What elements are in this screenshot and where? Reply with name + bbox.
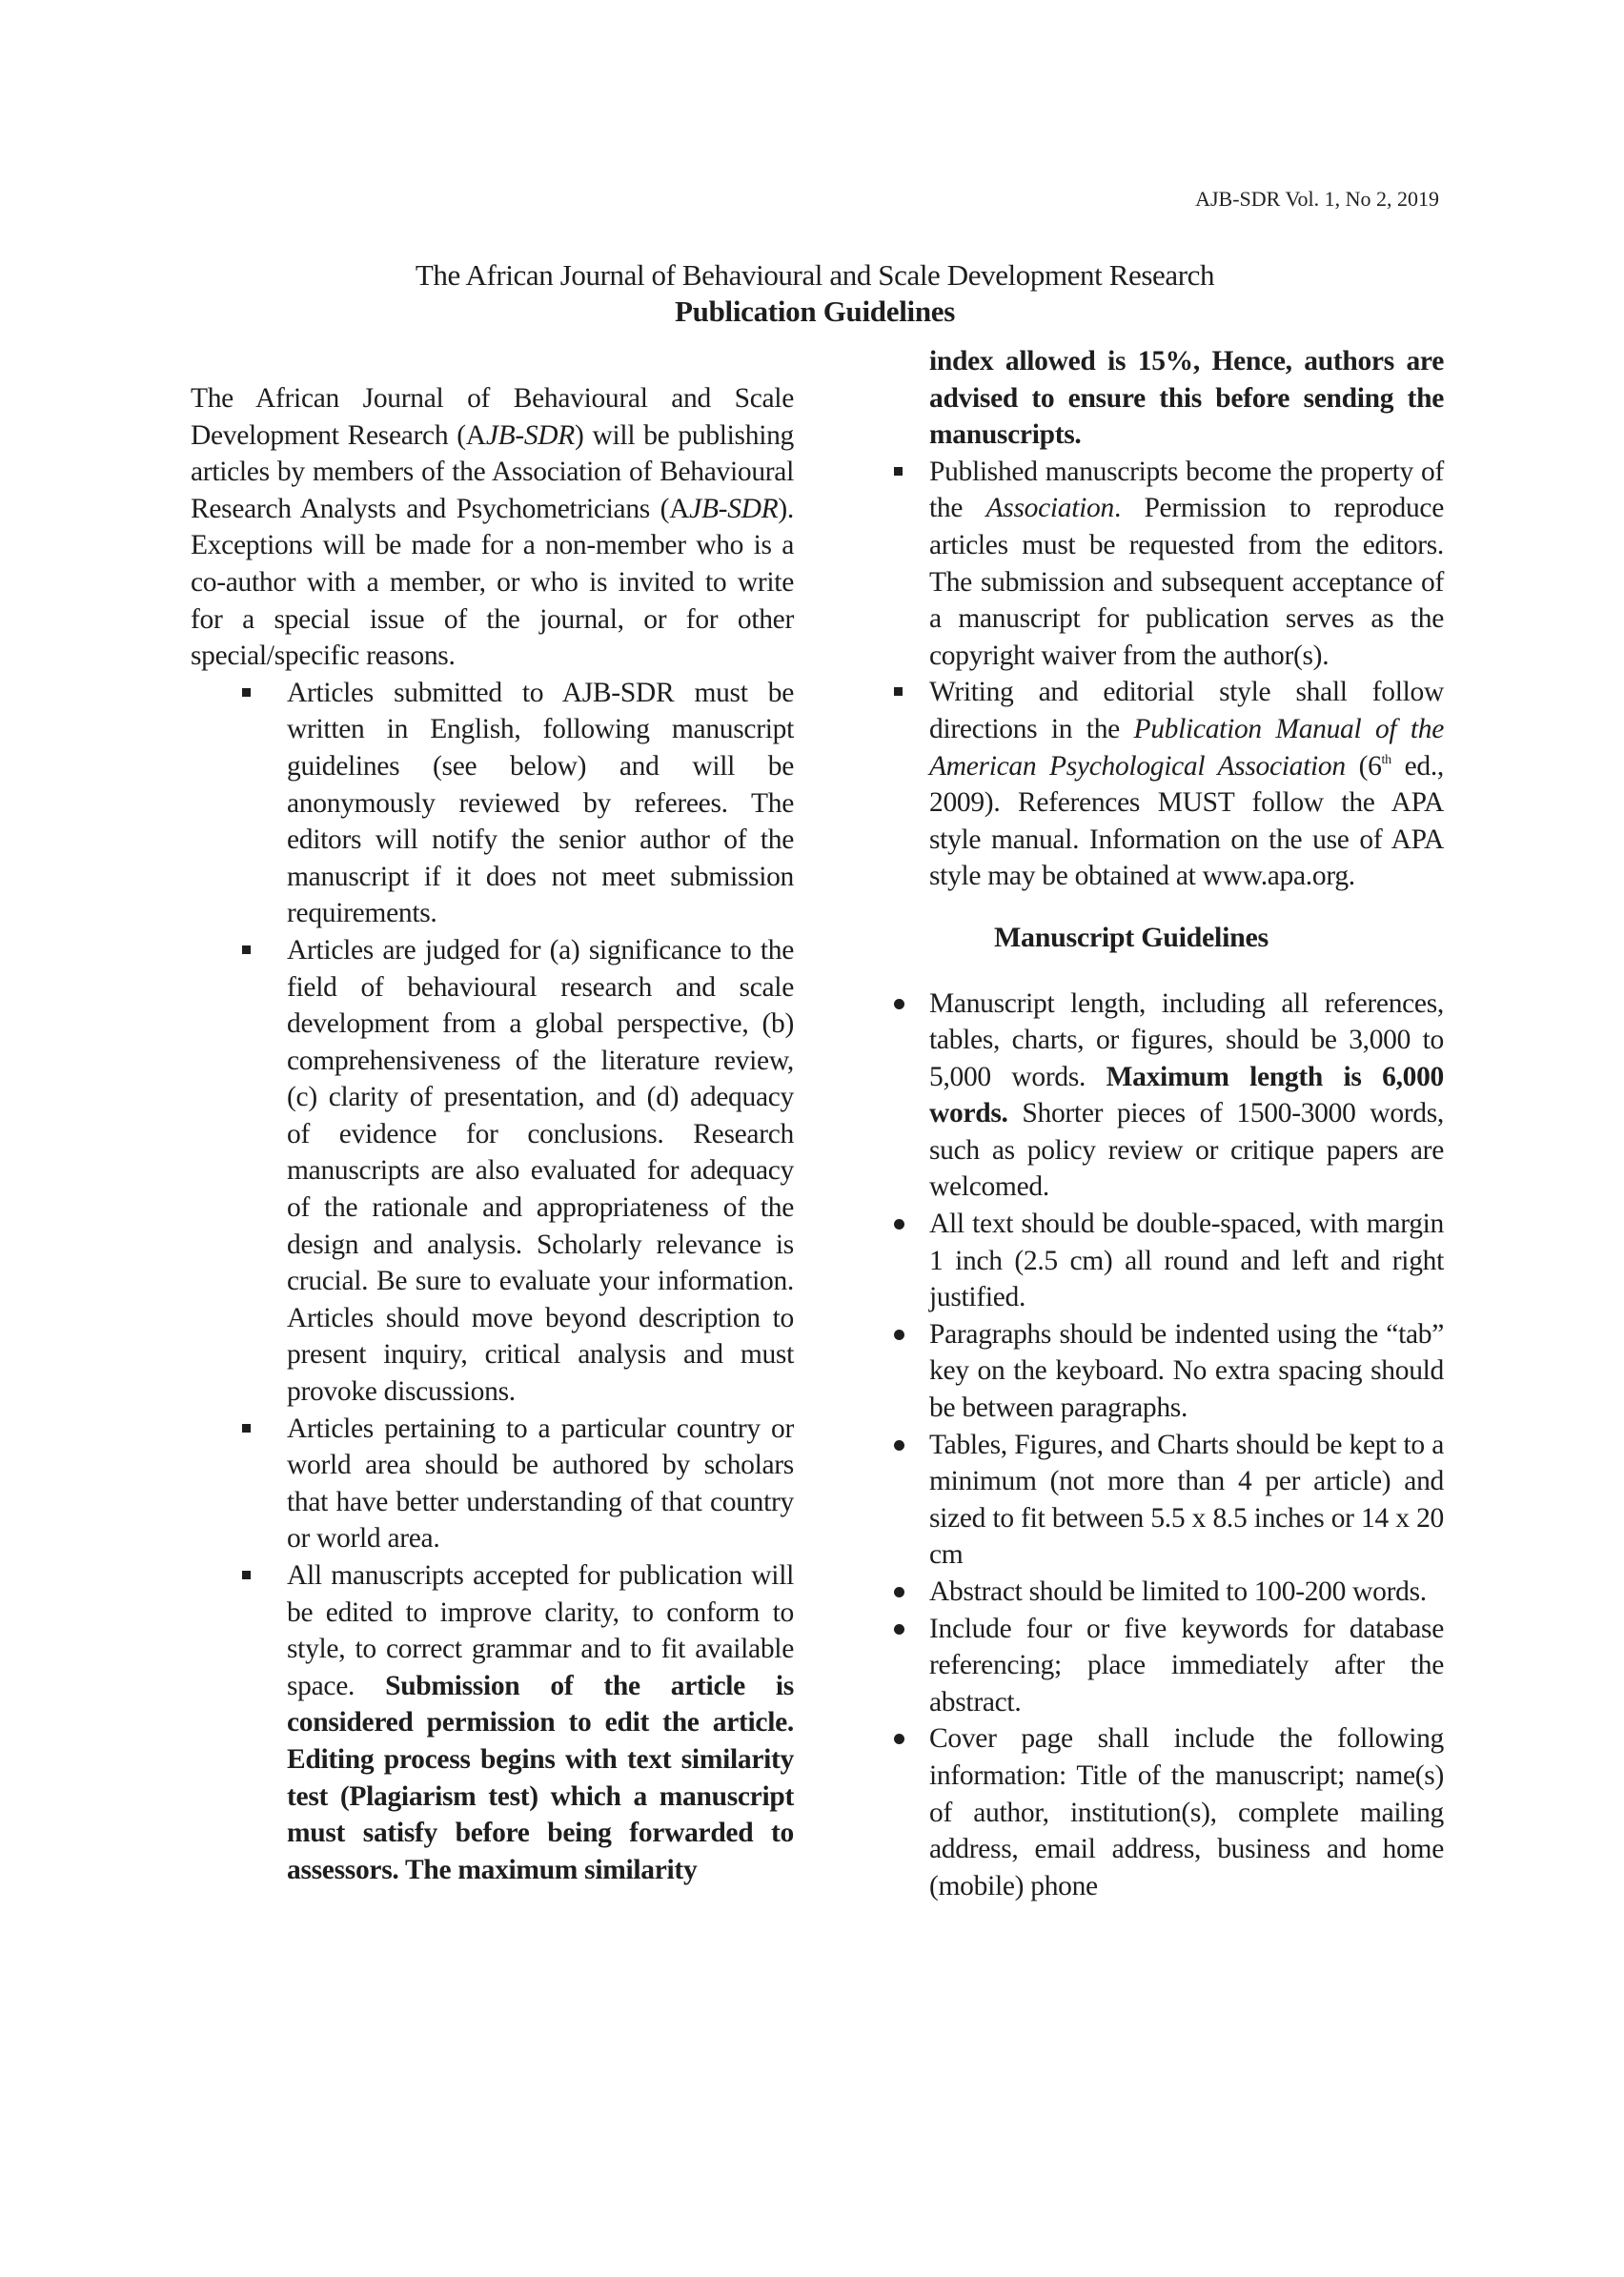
guideline-item-tables [870, 1427, 1444, 1574]
policy-item-text: . Permission to reproduce articles must be requested from the editors. The submission and subsequent acceptance of a manuscript for publication serves as the copyright waiver from the author(s). [929, 493, 1445, 671]
running-head: AJB-SDR Vol. 1, No 2, 2019 [1195, 187, 1439, 211]
guideline-text: Manuscript length, including all references, tables, charts, or figures, should be 3,000 to 5,000 words. [929, 987, 1444, 1092]
guideline-text: All text should be double-spaced, with margin 1 inch (2.5 cm) all round and left and right justified. [929, 1209, 1444, 1313]
policy-item-text: Writing and editorial style shall follow directions in the [929, 677, 1444, 744]
intro-text-italic: JB-SDR [689, 493, 779, 524]
policy-item-text: Articles are judged for (a) significance to the field of behavioural research and scale development from a global perspective, (b) comprehensiveness of the literature review, (c) clarity of presentation, and (d) adequacy of evidence for conclusions. Research manuscripts are also evaluated for adequacy of the rationale and appropriateness of the design and analysis. Scholarly relevance is crucial. Be sure to evaluate your information. Articles should move beyond description to present inquiry, critical analysis and must provoke discussions. [287, 934, 794, 1408]
guideline-text: Paragraphs should be indented using the “tab” key on the keyboard. No extra spacing should be between paragraphs. [929, 1318, 1444, 1424]
intro-text: ). Exceptions will be made for a non-member who is a co-author with a member, or who is invited to write for a special issue of the journal, or for other special/specific reasons. [191, 493, 794, 672]
intro-paragraph [191, 380, 794, 675]
apa-manual-title: Publication Manual of the American Psychological Association [929, 713, 1445, 782]
guideline-bold-text: Maximum length is 6,000 words. [929, 1061, 1444, 1129]
policy-item-bold-text: Submission of the article is considered permission to edit the article. Editing process begins with text similarity test (Plagiarism test) which a manuscript must satisfy before being forwarded to assessors. The maximum similarity [287, 1670, 794, 1885]
round-bullet-icon [894, 1330, 904, 1340]
policy-item-text: Articles submitted to AJB-SDR must be written in English, following manuscript guidelines (see below) and will be anonymously reviewed by referees. The editors will notify the senior author of the manuscript if it does not meet submission requirements. [287, 677, 794, 929]
guideline-text: Abstract should be limited to 100-200 words. [929, 1576, 1427, 1607]
policy-item-text: ed., 2009). References MUST follow the APA style manual. Information on the use of APA style may be obtained at www.apa.org. [929, 750, 1444, 892]
superscript: th [1381, 752, 1391, 767]
guideline-text: Shorter pieces of 1500-3000 words, such as policy review or critique papers are welcomed. [929, 1098, 1444, 1203]
policy-item-judging [191, 932, 794, 1411]
square-bullet-icon [894, 687, 903, 696]
policy-item-copyright [870, 454, 1444, 675]
intro-text: ) will be publishing articles by members of the Association of Behavioural Research Analysts and Psychometricians (A [191, 419, 794, 524]
square-bullet-icon [242, 945, 251, 954]
guideline-item-paragraphs [870, 1316, 1444, 1427]
policy-list [191, 675, 794, 1889]
guideline-item-cover-page [870, 1720, 1444, 1904]
guideline-item-spacing [870, 1206, 1444, 1316]
policy-item-text: Articles pertaining to a particular country or world area should be authored by scholars that have better understanding of that country or world area. [287, 1413, 794, 1555]
left-column [191, 380, 794, 1888]
section-heading: Manuscript Guidelines [994, 921, 1269, 953]
intro-text-italic: JB-SDR [485, 419, 576, 451]
guideline-text: Include four or five keywords for database referencing; place immediately after the abstract. [929, 1613, 1444, 1718]
round-bullet-icon [894, 1440, 904, 1451]
policy-item-editing-continued: index allowed is 15%, Hence, authors are advised to ensure this before sending the manuscripts. [929, 346, 1444, 451]
round-bullet-icon [894, 1587, 904, 1597]
title-block [191, 257, 1439, 330]
square-bullet-icon [242, 1571, 251, 1579]
guideline-text: Cover page shall include the following information: Title of the manuscript; name(s) of author, institution(s), complete mailing address, email address, business and home (mobile) phone [929, 1723, 1444, 1901]
guideline-text: Tables, Figures, and Charts should be kept to a minimum (not more than 4 per article) and sized to fit between 5.5 x 8.5 inches or 14 x 20 cm [929, 1429, 1444, 1571]
page-title: Publication Guidelines [675, 295, 955, 328]
policy-item-editing [191, 1557, 794, 1888]
round-bullet-icon [894, 1734, 904, 1744]
square-bullet-icon [242, 688, 251, 697]
round-bullet-icon [894, 999, 904, 1009]
guideline-item-abstract [870, 1574, 1444, 1611]
intro-text: The African Journal of Behavioural and Scale Development Research (A [191, 383, 794, 451]
round-bullet-icon [894, 1624, 904, 1635]
policy-item-text: (6 [1345, 750, 1382, 782]
guideline-item-keywords [870, 1611, 1444, 1721]
policy-item-regional [191, 1411, 794, 1557]
guideline-item-length [870, 986, 1444, 1207]
policy-item-italic-text: Association [985, 493, 1114, 524]
policy-item-language [191, 675, 794, 932]
journal-title: The African Journal of Behavioural and Scale Development Research [415, 258, 1215, 292]
square-bullet-icon [242, 1424, 251, 1433]
policy-item-text: All manuscripts accepted for publication will be edited to improve clarity, to conform to style, to correct grammar and to fit available space. [287, 1560, 794, 1701]
policy-item-style [870, 674, 1444, 895]
manuscript-guidelines-list [870, 986, 1444, 1905]
round-bullet-icon [894, 1219, 904, 1230]
right-column [870, 343, 1444, 1904]
policy-item-text: Published manuscripts become the property of the [929, 456, 1444, 524]
square-bullet-icon [894, 467, 903, 476]
policy-list-continued [870, 454, 1444, 895]
